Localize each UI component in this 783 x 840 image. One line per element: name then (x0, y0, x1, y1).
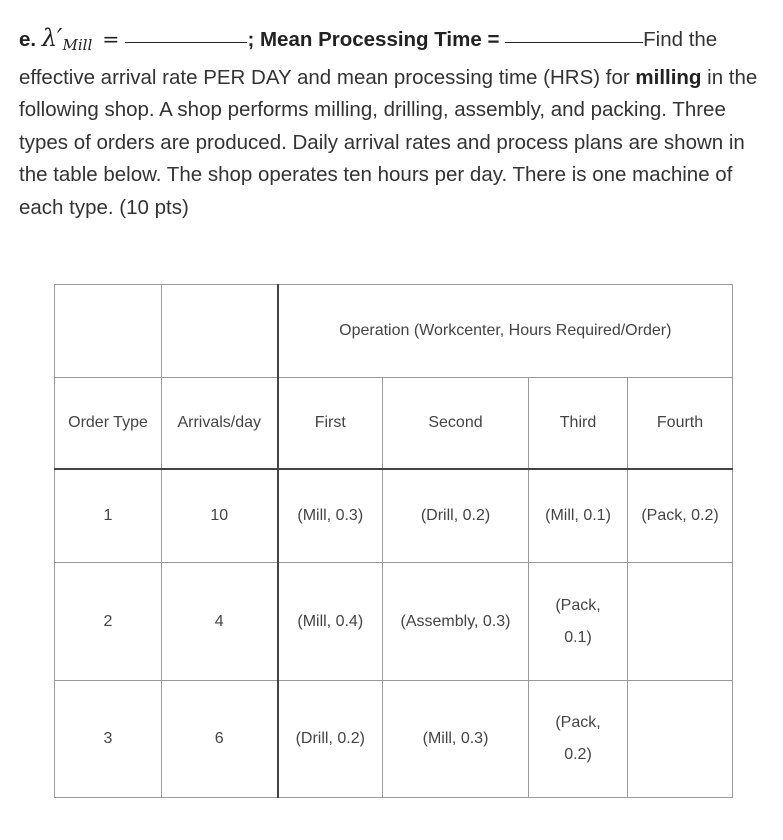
question-body-part2: in the following shop. A shop performs milling, drilling, assembly, and packing. Three types of orders are produced. Daily arrival rates and process plans are shown in the table below. The shop operates ten hours per day. There is one machine of each type. (10 pts) (19, 65, 758, 219)
cell-second-op: (Assembly, 0.3) (383, 563, 529, 681)
question-prefix: e. (19, 28, 37, 51)
table-row (55, 563, 733, 681)
answer-blank-mean-time[interactable] (505, 28, 643, 43)
lambda-symbol: λ′ (41, 24, 63, 52)
col-header-third: Third (529, 378, 628, 470)
cell-arrivals: 10 (162, 469, 278, 563)
col-header-first: First (278, 378, 383, 470)
cell-order-type: 1 (55, 469, 162, 563)
cell-third-op-text: (Pack, 0.2) (555, 714, 601, 763)
cell-fourth-op: (Pack, 0.2) (628, 469, 733, 563)
table-row (55, 681, 733, 798)
empty-header-cell (55, 285, 162, 378)
cell-arrivals: 6 (162, 681, 278, 798)
answer-blank-arrival-rate[interactable] (125, 28, 247, 43)
cell-first-op: (Mill, 0.3) (278, 469, 383, 563)
semicolon: ; (247, 28, 255, 51)
find-the-text: Find the (643, 28, 718, 51)
cell-second-op: (Drill, 0.2) (383, 469, 529, 563)
milling-bold-word: milling (635, 65, 702, 89)
question-body-part1: effective arrival rate PER DAY and mean processing time (HRS) for (19, 65, 630, 89)
cell-arrivals: 4 (162, 563, 278, 681)
cell-fourth-op (628, 681, 733, 798)
table-header-row-top (55, 285, 733, 378)
lambda-mill-symbol (42, 24, 92, 52)
equals-sign: = (102, 27, 120, 51)
col-header-fourth: Fourth (628, 378, 733, 470)
table-row (55, 469, 733, 563)
table-header-row (55, 378, 733, 470)
cell-order-type: 2 (55, 563, 162, 681)
cell-third-op (529, 563, 628, 681)
mean-processing-time-label: Mean Processing Time = (259, 28, 500, 51)
col-header-order-type: Order Type (55, 378, 162, 470)
cell-third-op-text: (Pack, 0.1) (555, 596, 601, 646)
operation-header: Operation (Workcenter, Hours Required/Order) (278, 285, 733, 378)
cell-second-op: (Mill, 0.3) (383, 681, 529, 798)
cell-third-op: (Mill, 0.1) (529, 469, 628, 563)
cell-first-op: (Mill, 0.4) (278, 563, 383, 681)
cell-first-op: (Drill, 0.2) (278, 681, 383, 798)
operations-table (54, 284, 733, 798)
lambda-subscript: Mill (62, 36, 93, 54)
cell-fourth-op (628, 563, 733, 681)
cell-third-op (529, 681, 628, 798)
question-text (19, 22, 764, 224)
col-header-arrivals: Arrivals/day (162, 378, 278, 470)
col-header-second: Second (383, 378, 529, 470)
cell-order-type: 3 (55, 681, 162, 798)
empty-header-cell (162, 285, 278, 378)
